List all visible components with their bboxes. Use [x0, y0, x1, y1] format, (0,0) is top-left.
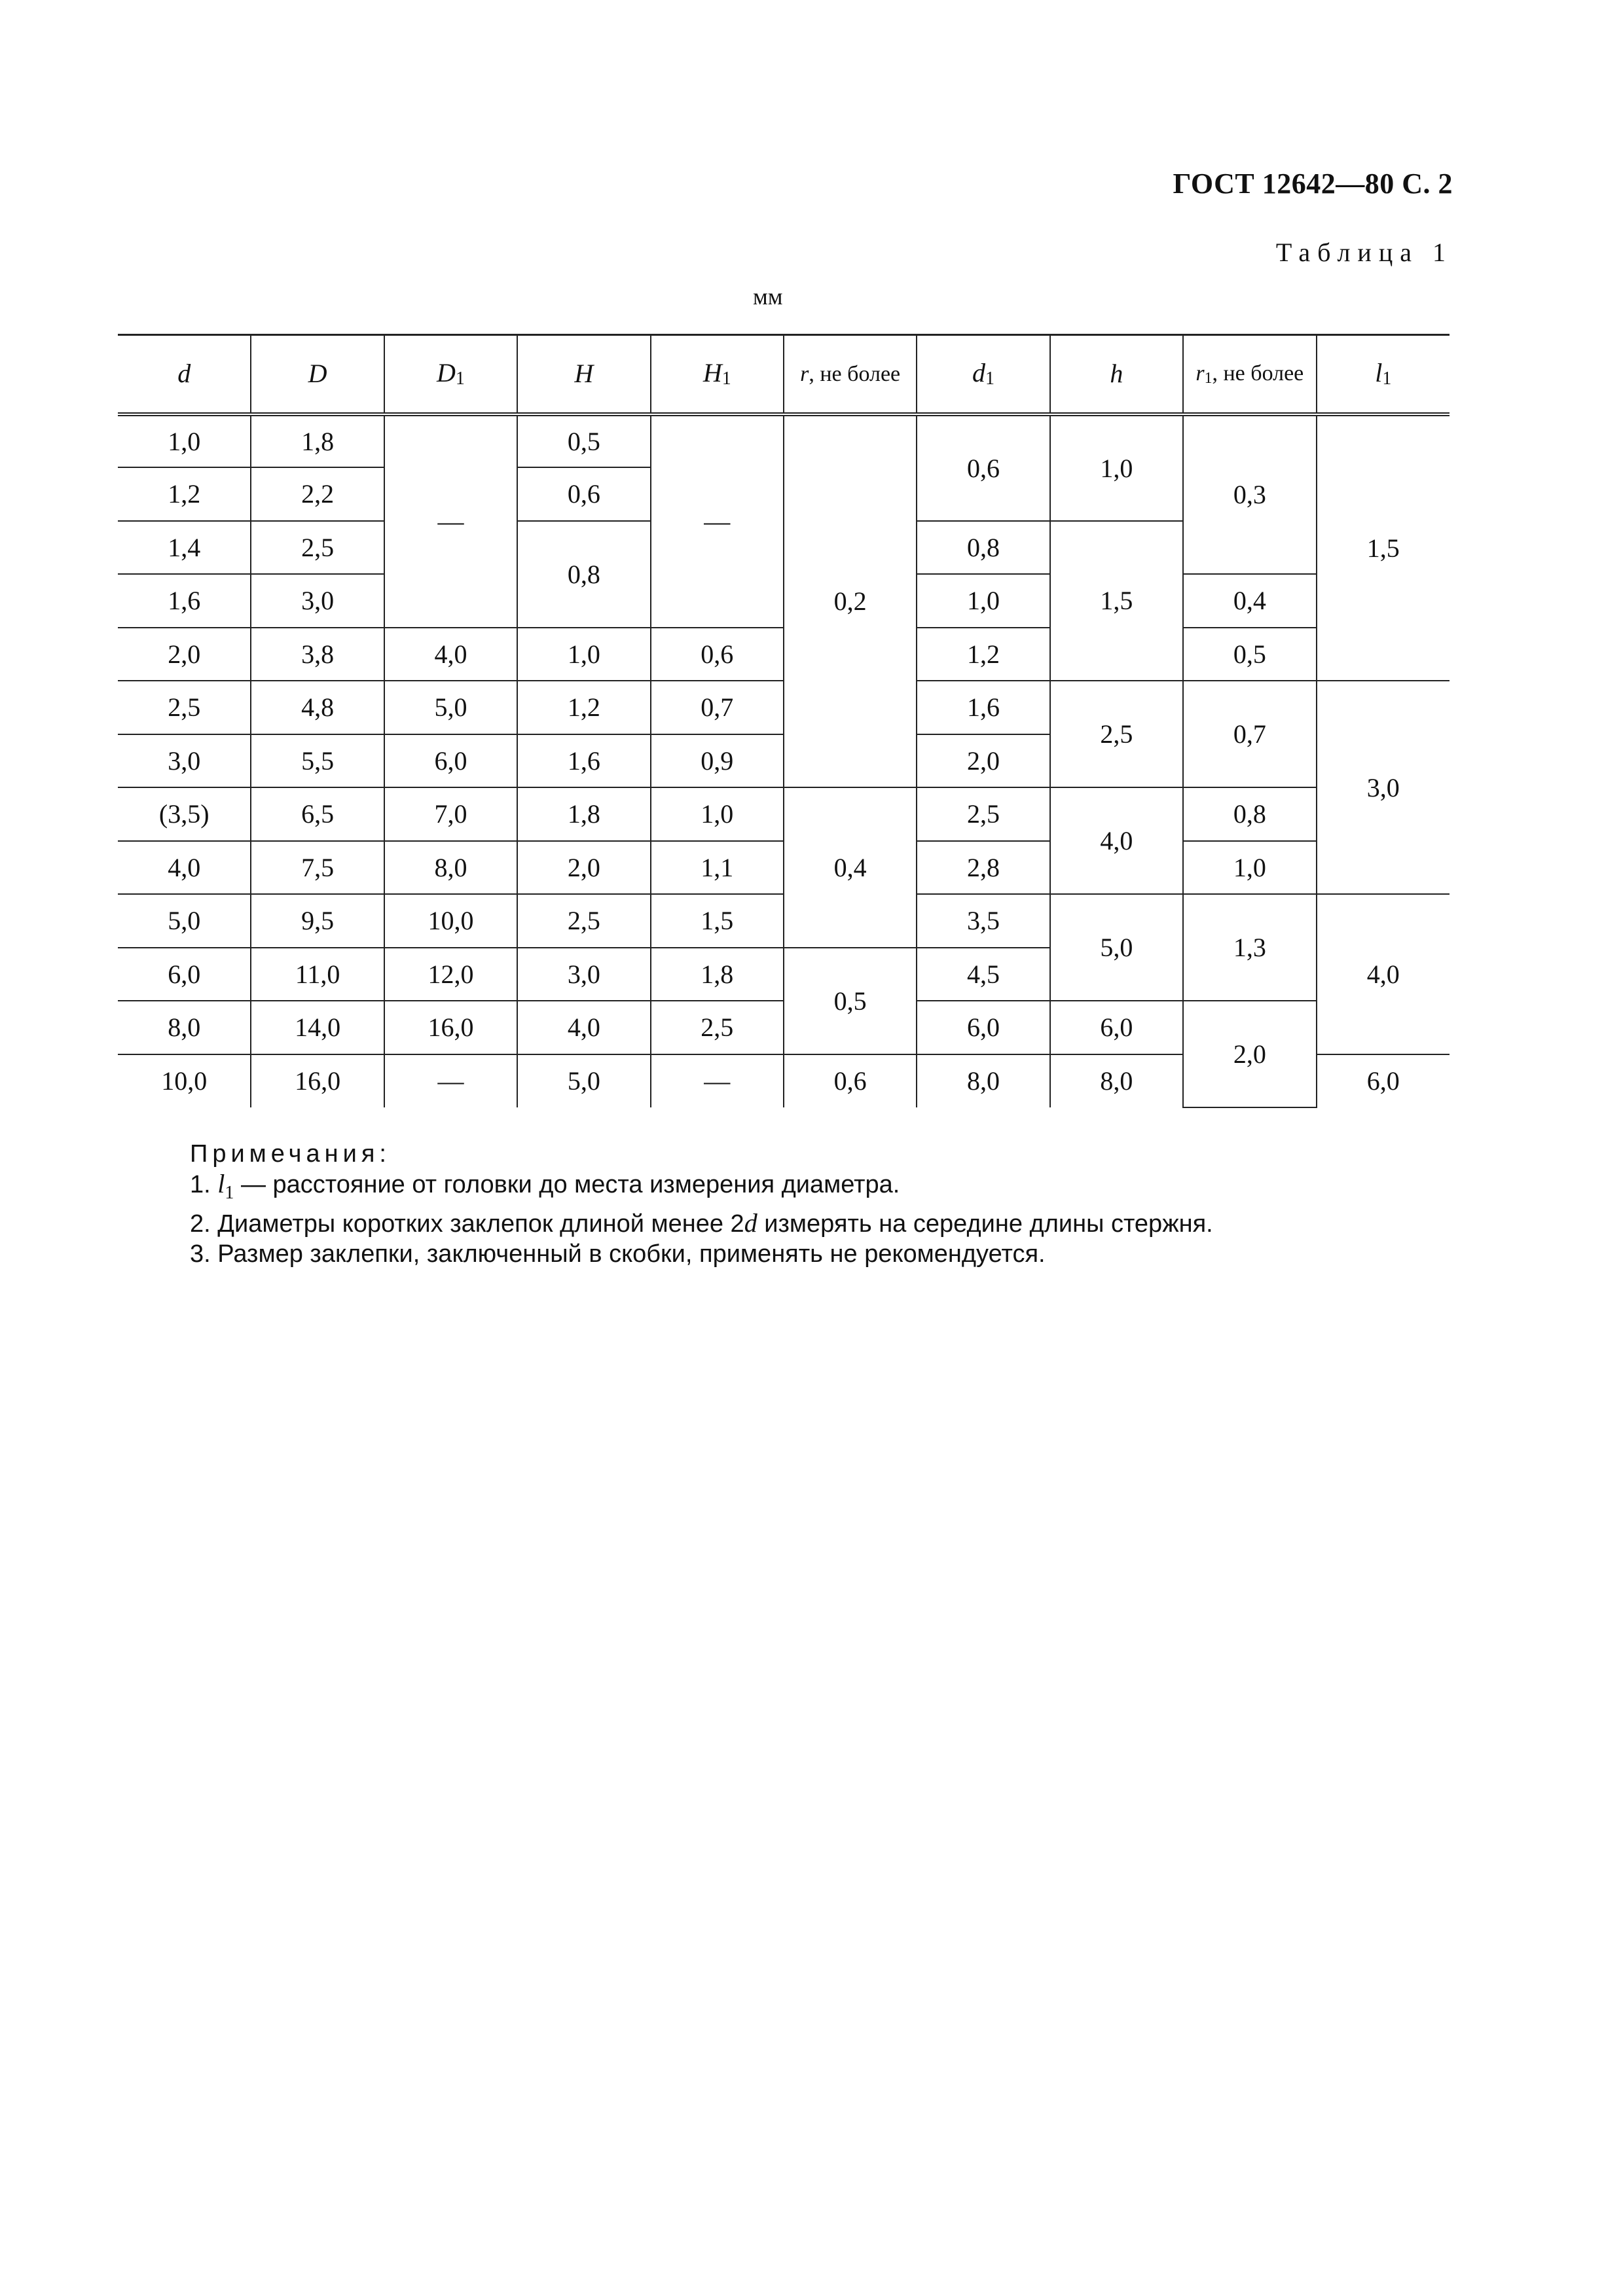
cell-d: 6,0 [118, 948, 251, 1001]
cell-r: 0,6 [784, 1054, 917, 1108]
cell-d: 8,0 [118, 1001, 251, 1054]
cell-D: 14,0 [251, 1001, 384, 1054]
cell-r1: 0,7 [1183, 681, 1316, 787]
cell-D: 7,5 [251, 841, 384, 895]
cell-d: 1,2 [118, 467, 251, 521]
cell-D: 9,5 [251, 894, 384, 948]
cell-d: (3,5) [118, 787, 251, 841]
cell-r1: 1,3 [1183, 894, 1316, 1001]
cell-D: 6,5 [251, 787, 384, 841]
cell-h: 6,0 [1050, 1001, 1183, 1054]
cell-D1: — [384, 1054, 517, 1108]
cell-H1: 0,6 [651, 628, 784, 681]
cell-H1: 1,0 [651, 787, 784, 841]
cell-H1: 0,7 [651, 681, 784, 734]
cell-h: 4,0 [1050, 787, 1183, 894]
cell-H: 4,0 [517, 1001, 650, 1054]
note-symbol: $l_1$ [217, 1169, 234, 1203]
cell-H1: 1,1 [651, 841, 784, 895]
cell-l1: 3,0 [1317, 681, 1450, 894]
cell-D: 3,0 [251, 574, 384, 628]
cell-d1: 0,6 [917, 414, 1049, 521]
cell-D: 1,8 [251, 414, 384, 468]
header-h: h [1050, 335, 1183, 414]
cell-r: 0,2 [784, 414, 917, 788]
cell-d1: 8,0 [917, 1054, 1049, 1108]
cell-d1: 1,2 [917, 628, 1049, 681]
cell-d1: 3,5 [917, 894, 1049, 948]
cell-r1: 0,4 [1183, 574, 1316, 628]
cell-H: 0,8 [517, 521, 650, 628]
document-header: ГОСТ 12642—80 С. 2 [1173, 168, 1453, 200]
cell-H: 2,5 [517, 894, 650, 948]
header-r: r, не более [784, 335, 917, 414]
cell-d: 1,4 [118, 521, 251, 575]
cell-D: 16,0 [251, 1054, 384, 1108]
cell-H: 1,8 [517, 787, 650, 841]
cell-d: 4,0 [118, 841, 251, 895]
cell-r1: 1,0 [1183, 841, 1316, 895]
cell-H: 2,0 [517, 841, 650, 895]
header-l1: $l_1$ [1317, 335, 1450, 414]
cell-H: 0,6 [517, 467, 650, 521]
cell-D: 2,2 [251, 467, 384, 521]
cell-H1: 2,5 [651, 1001, 784, 1054]
table-row [118, 787, 1450, 841]
cell-d1: 2,8 [917, 841, 1049, 895]
cell-l1: 4,0 [1317, 894, 1450, 1054]
cell-H1: 1,8 [651, 948, 784, 1001]
cell-H: 5,0 [517, 1054, 650, 1108]
cell-r1: 0,8 [1183, 787, 1316, 841]
cell-D1: 8,0 [384, 841, 517, 895]
header-H: H [517, 335, 650, 414]
header-D1: $D_1$ [384, 335, 517, 414]
cell-r1: 0,3 [1183, 414, 1316, 575]
table-header-row [118, 335, 1450, 414]
cell-d: 2,0 [118, 628, 251, 681]
cell-d1: 1,6 [917, 681, 1049, 734]
cell-d: 2,5 [118, 681, 251, 734]
cell-D: 2,5 [251, 521, 384, 575]
cell-D1: 12,0 [384, 948, 517, 1001]
cell-l1: 1,5 [1317, 414, 1450, 681]
cell-r: 0,4 [784, 787, 917, 948]
note-symbol: d [744, 1208, 757, 1238]
cell-D1: 4,0 [384, 628, 517, 681]
cell-d: 1,6 [118, 574, 251, 628]
cell-D1: 6,0 [384, 734, 517, 788]
cell-d: 10,0 [118, 1054, 251, 1108]
table-row [118, 414, 1450, 468]
header-H1: $H_1$ [651, 335, 784, 414]
cell-D: 11,0 [251, 948, 384, 1001]
cell-H1: 1,5 [651, 894, 784, 948]
cell-D1: 7,0 [384, 787, 517, 841]
note-item: 1. $l_1$ — расстояние от головки до места измерения диаметра. [190, 1169, 900, 1203]
cell-l1: 6,0 [1317, 1054, 1450, 1108]
cell-D1: 16,0 [384, 1001, 517, 1054]
cell-H: 1,6 [517, 734, 650, 788]
cell-d1: 0,8 [917, 521, 1049, 575]
rivet-dimensions-table [118, 334, 1450, 1108]
cell-r1: 0,5 [1183, 628, 1316, 681]
cell-D1: 5,0 [384, 681, 517, 734]
notes-section [190, 1139, 1213, 1269]
cell-r1: 2,0 [1183, 1001, 1316, 1107]
cell-h: 8,0 [1050, 1054, 1183, 1108]
notes-title: Примечания: [190, 1140, 391, 1168]
cell-D1: 10,0 [384, 894, 517, 948]
cell-d1: 6,0 [917, 1001, 1049, 1054]
cell-h: 1,5 [1050, 521, 1183, 681]
note-item: 3. Размер заклепки, заключенный в скобки, применять не рекомендуется. [190, 1240, 1046, 1268]
table-label: Таблица 1 [1275, 238, 1453, 267]
cell-D: 4,8 [251, 681, 384, 734]
cell-h: 2,5 [1050, 681, 1183, 787]
units-label: мм [753, 283, 783, 310]
cell-r: 0,5 [784, 948, 917, 1054]
cell-H1: — [651, 414, 784, 628]
cell-h: 1,0 [1050, 414, 1183, 521]
header-D: D [251, 335, 384, 414]
cell-d: 3,0 [118, 734, 251, 788]
cell-H1: — [651, 1054, 784, 1108]
cell-d1: 4,5 [917, 948, 1049, 1001]
cell-H1: 0,9 [651, 734, 784, 788]
cell-H: 3,0 [517, 948, 650, 1001]
cell-h: 5,0 [1050, 894, 1183, 1001]
header-d: d [118, 335, 251, 414]
cell-D: 3,8 [251, 628, 384, 681]
cell-d1: 1,0 [917, 574, 1049, 628]
note-item: 2. Диаметры коротких заклепок длиной менее 2d измерять на середине длины стержня. [190, 1208, 1213, 1238]
cell-H: 1,2 [517, 681, 650, 734]
cell-d1: 2,0 [917, 734, 1049, 788]
header-d1: $d_1$ [917, 335, 1049, 414]
cell-D1: — [384, 414, 517, 628]
cell-H: 1,0 [517, 628, 650, 681]
cell-H: 0,5 [517, 414, 650, 468]
cell-D: 5,5 [251, 734, 384, 788]
cell-d: 5,0 [118, 894, 251, 948]
header-r1: $r_1$, не более [1183, 335, 1316, 414]
cell-d: 1,0 [118, 414, 251, 468]
cell-d1: 2,5 [917, 787, 1049, 841]
